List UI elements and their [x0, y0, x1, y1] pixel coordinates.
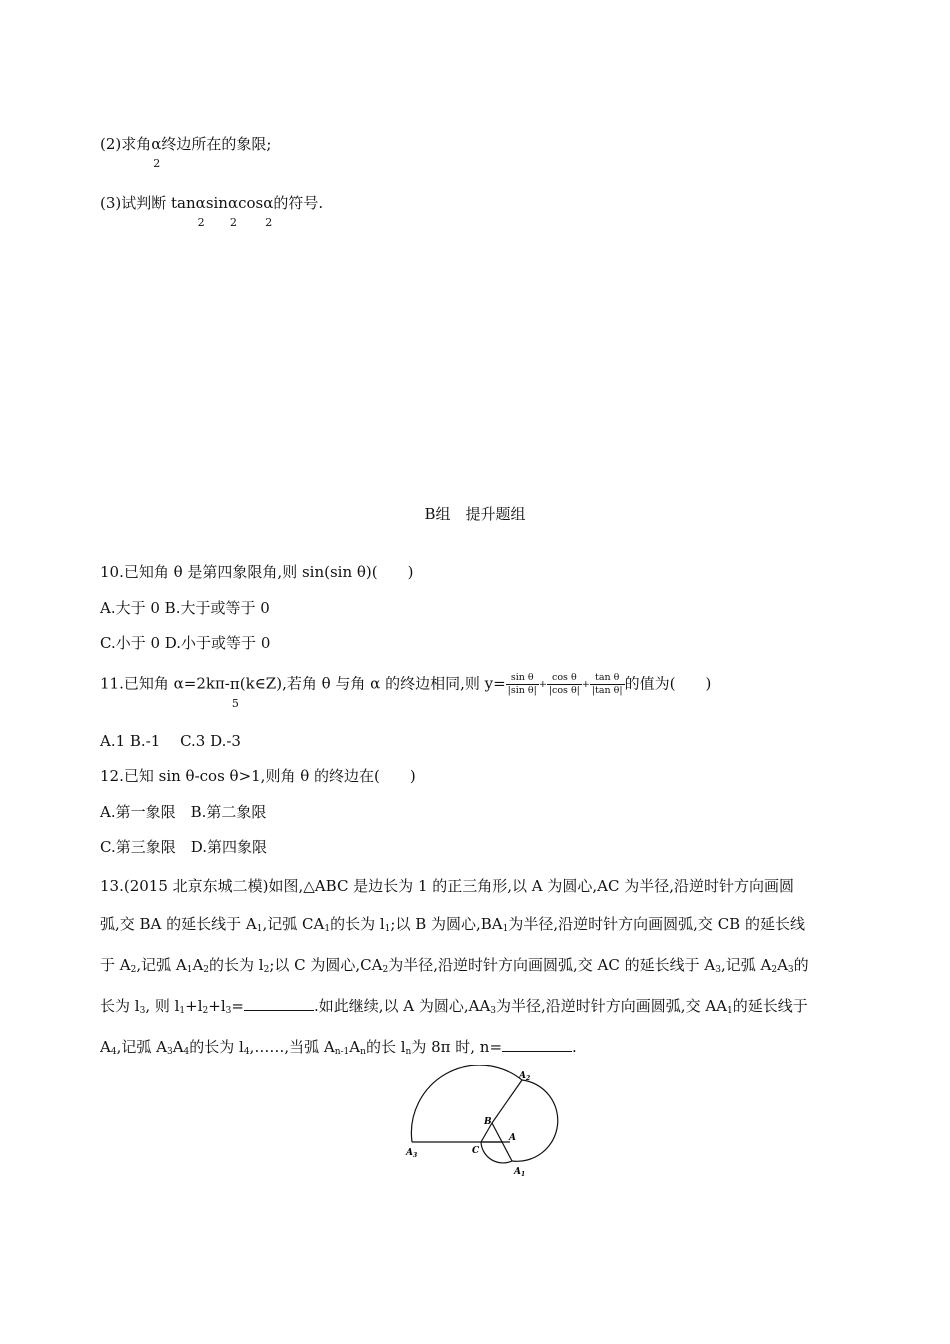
- q11-fraction-cos: $\frac{\text{cos θ}}{\text{|cos θ|}}$: [548, 672, 580, 696]
- q3-half-alpha-1: α 2: [195, 194, 206, 229]
- q12-options-cd: C.第三象限 D.第四象限: [100, 838, 267, 856]
- q10-options-ab: A.大于 0 B.大于或等于 0: [100, 599, 270, 617]
- label-a2: $A_2$: [519, 1071, 531, 1082]
- q12-stem: 12.已知 sin θ-cos θ>1,则角 θ 的终边在( ): [100, 767, 416, 785]
- q2-prefix: (2)求角: [100, 135, 152, 153]
- arc-a1a2: [512, 1080, 558, 1161]
- question-2-part: [100, 134, 272, 170]
- q10-options-cd: C.小于 0 D.小于或等于 0: [100, 634, 271, 652]
- segment-ba2: [492, 1080, 522, 1123]
- q3-half-alpha-2: α 2: [227, 194, 239, 229]
- q11-fraction-tan: $\frac{\text{tan θ}}{\text{|tan θ|}}$: [591, 672, 623, 696]
- section-title: B组 提升题组: [424, 505, 526, 523]
- q11-fraction-sin: $\frac{\text{sin θ}}{\text{|sin θ|}}$: [507, 672, 537, 696]
- q13-line-5: $A_4$,记弧 $A_3A_4$的长为 $l_4,\dots\dots$,当弧 $A_{n-1}A_n$的长 $l_n$为 8π 时, n= .: [100, 1038, 577, 1057]
- q3-half-alpha-3: α 2: [263, 194, 274, 229]
- label-c: C: [472, 1146, 480, 1156]
- label-b: B: [484, 1117, 492, 1127]
- answer-blank-2[interactable]: [502, 1037, 572, 1052]
- arc-spiral-figure: [400, 1065, 560, 1185]
- answer-blank-1[interactable]: [244, 996, 314, 1011]
- label-a1: $A_1$: [514, 1167, 526, 1178]
- q13-line-1: 13.(2015 北京东城二模)如图,△ABC 是边长为 1 的正三角形,以 A 为圆心,AC 为半径,沿逆时针方向画圆: [100, 877, 795, 895]
- q11-options: A.1 B.-1 C.3 D.-3: [100, 732, 241, 750]
- question-3-part: (3)试判断 tanα 2 sinα 2 cosα 2 的符号.: [100, 194, 324, 229]
- q10-stem: 10.已知角 θ 是第四象限角,则 sin(sin θ)( ): [100, 563, 414, 581]
- q2-suffix: 终边所在的象限;: [161, 135, 272, 153]
- label-a: A: [509, 1133, 516, 1143]
- q2-half-alpha: α 2: [151, 135, 162, 170]
- q11-stem: 11.已知角 α=2kπ-π 5 (k∈Z),若角 θ 与角 α 的终边相同,则 y= $\frac{\text{sin θ}}{\text{|sin θ|}}$ + $\frac{\text{cos θ}}{\text{|cos θ|}}$ + $\frac{\text{tan θ}}{\text{|tan θ|}}$ 的值为( ): [100, 672, 712, 710]
- q13-line-2: 弧,交 BA 的延长线于 $A_1$,记弧 $CA_1$的长为 $l_1$;以 B 为圆心$,BA_1$为半径,沿逆时针方向画圆弧,交 CB 的延长线: [100, 915, 805, 934]
- q13-line-4: 长为 $l_3$, 则 $l_1+l_2+l_3=$ .如此继续,以 A 为圆心$,AA_3$为半径,沿逆时针方向画圆弧,交 $AA_1$的延长线于: [100, 997, 808, 1016]
- q12-options-ab: A.第一象限 B.第二象限: [100, 803, 267, 821]
- q13-line-3: 于 $A_2$,记弧 $A_1A_2$的长为 $l_2$;以 C 为圆心$,CA_2$为半径,沿逆时针方向画圆弧,交 AC 的延长线于 $A_3$,记弧 $A_2A_3$的: [100, 956, 809, 975]
- label-a3: $A_3$: [406, 1148, 418, 1159]
- q11-pi-over-5: π 5: [229, 674, 240, 710]
